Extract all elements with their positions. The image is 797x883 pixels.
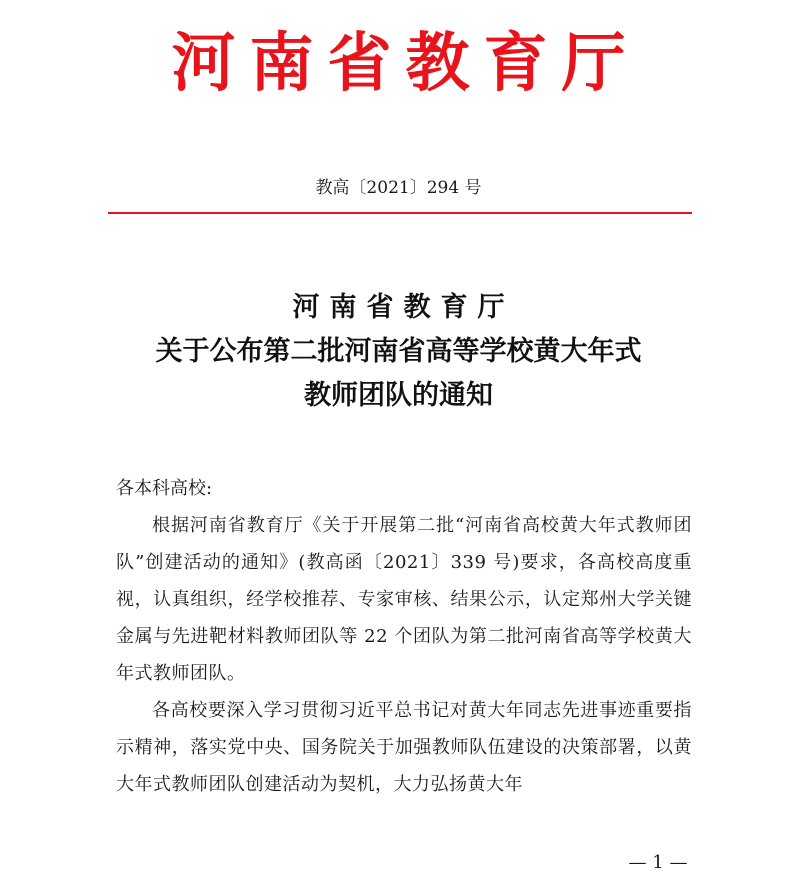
title-subject-line-2: 教师团队的通知 — [304, 380, 493, 411]
salutation: 各本科高校: — [116, 478, 213, 499]
page-number: — 1 — — [628, 852, 688, 873]
paragraph: 各高校要深入学习贯彻习近平总书记对黄大年同志先进事迹重要指示精神，落实党中央、国务院关于加强教师队伍建设的决策部署，以黄大年式教师团队创建活动为契机，大力弘扬黄大年 — [116, 700, 692, 795]
title-subject-line-1: 关于公布第二批河南省高等学校黄大年式 — [155, 336, 642, 367]
masthead-title: 河南省教育厅 — [171, 26, 640, 101]
paragraph: 根据河南省教育厅《关于开展第二批“河南省高校黄大年式教师团队”创建活动的通知》(教高函〔2021〕339 号)要求，各高校高度重视，认真组织，经学校推荐、专家审核、结果公示，认定郑州大学关键金属与先进靶材料教师团队等 22 个团队为第二批河南省高等学校黄大年式教师团队。 — [116, 515, 692, 684]
red-divider-line — [108, 212, 692, 214]
document-number: 教高〔2021〕294 号 — [315, 178, 482, 198]
notice-title — [0, 286, 797, 418]
document-body — [116, 470, 692, 803]
title-issuer: 河南省教育厅 — [292, 292, 515, 323]
